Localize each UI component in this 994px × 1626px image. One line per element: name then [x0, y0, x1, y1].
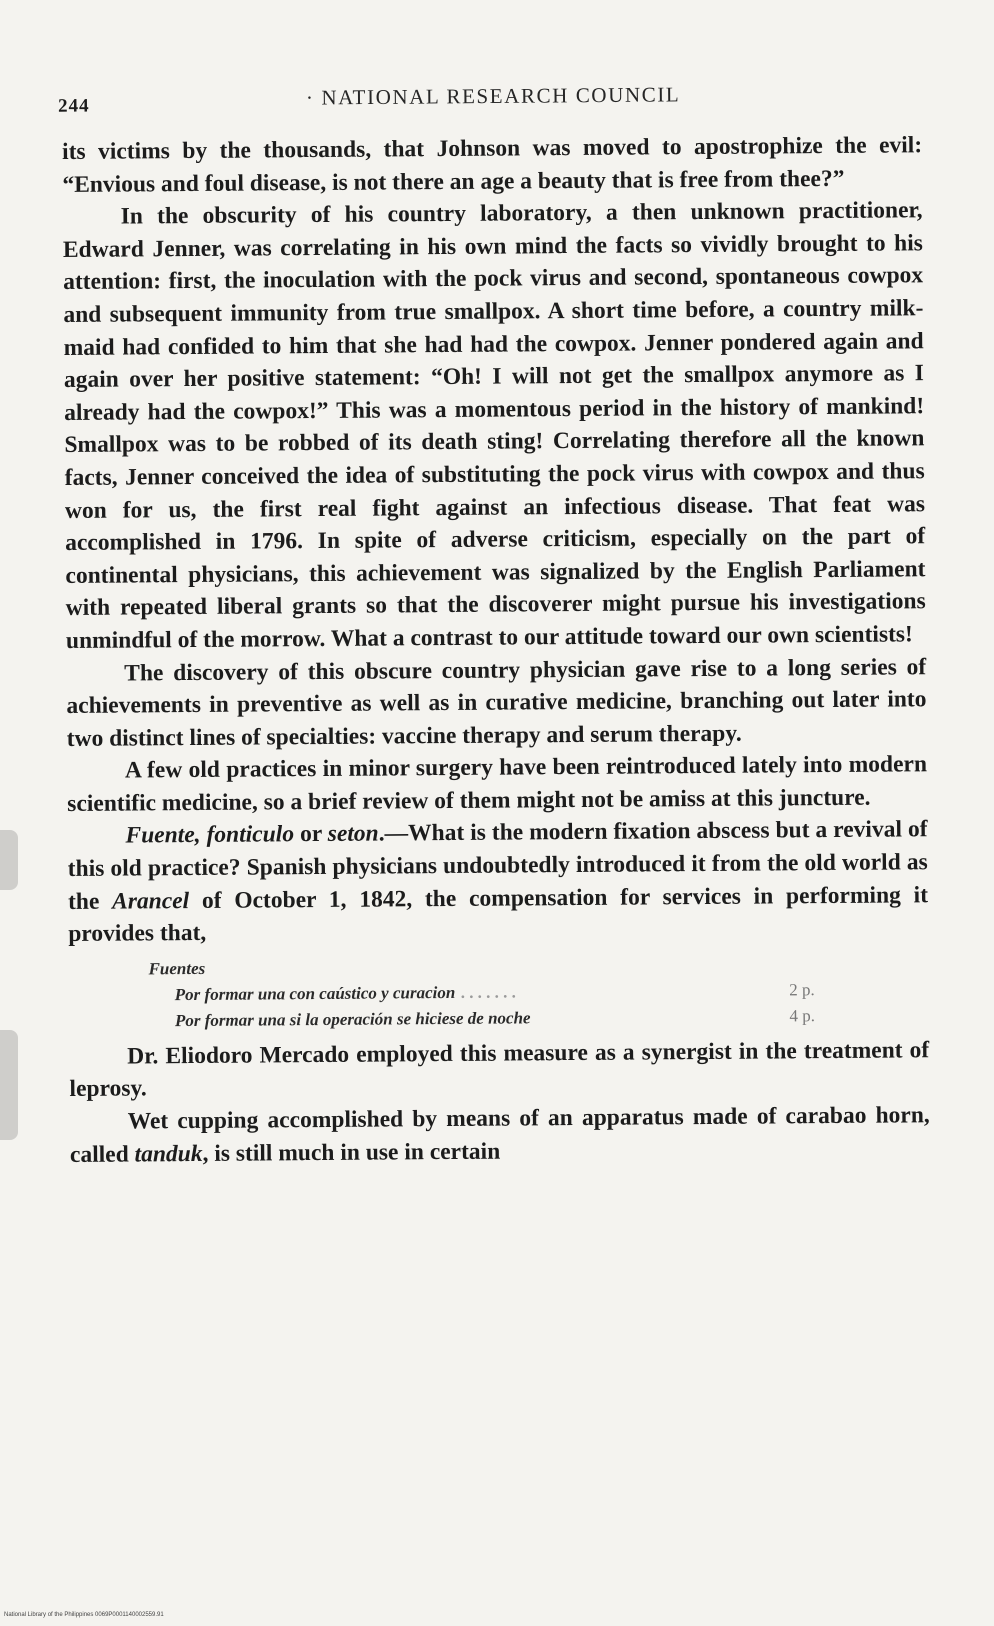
- margin-blemish-upper: [0, 830, 18, 890]
- tariff-leader: [530, 1003, 789, 1031]
- p5-rest-1: .—What is the modern fixation abscess but a revival of this old practice? Spanish physicians undoubtedly introduced it from the old world as the: [67, 816, 928, 915]
- paragraph-7: [70, 1099, 930, 1171]
- page-number: 244: [57, 95, 90, 117]
- scan-footer: National Library of the Philippines 0069P0001140002559.91: [4, 1612, 164, 1618]
- tariff-heading: Fuentes: [148, 958, 206, 979]
- tariff-row: [149, 1003, 815, 1034]
- tariff-price: 2 p.: [789, 979, 815, 1000]
- paragraph-5: [67, 814, 928, 951]
- paragraph-6: Dr. Eliodoro Mercado employed this measure as a synergist in the treatment of leprosy.: [69, 1037, 930, 1103]
- paragraph-2: In the obscurity of his country laboratory, a then unknown practitioner, Edward Jenner, was correlating in his own mind the facts so vividly brought to his attention: first, the inoculation with the pock virus and second, spontaneous cowpox and subsequent immunity from true smallpox. A short time before, a country milk-maid had confided to him that she had had the cowpox. Jenner pondered again and again over her positive statement: “Oh! I will not get the smallpox anymore as I already had the cowpox!” This was a momentous period in the history of mankind! Smallpox was to be robbed of its death sting! Correlating therefore all the known facts, Jenner conceived the idea of substituting the pock virus with cowpox and thus won for us, the first real fight against an infectious disease. That feat was accomplished in 1796. In spite of adverse criticism, especially on the part of continental physicians, this achievement was signalized by the English Parliament with repeated liberal grants so that the discoverer might pursue his investigations unmindful of the morrow. What a contrast to our attitude toward our own scientists!: [62, 197, 926, 654]
- term-arancel: Arancel: [112, 887, 190, 915]
- running-head: · NATIONAL RESEARCH COUNCIL: [305, 82, 681, 110]
- tariff-leader: . . . . . . .: [461, 982, 517, 1002]
- paragraph-4: A few old practices in minor surgery have been reintroduced lately into modern scientific medicine, so a brief review of them might not be amiss at this juncture.: [67, 751, 928, 817]
- p5-or: or: [293, 821, 328, 848]
- p7-end: , is still much in use in certain: [202, 1138, 501, 1167]
- term-tanduk: tanduk: [134, 1140, 203, 1168]
- paragraph-1: its victims by the thousands, that Johnson was moved to apostrophize the evil: “Envious and foul disease, is not there an age a beauty that is free from thee?”: [62, 132, 923, 198]
- page-header: [58, 80, 918, 118]
- margin-blemish-lower: [0, 1030, 18, 1140]
- tariff-desc: Por formar una con caústico y curacion: [174, 982, 456, 1004]
- tariff-desc: Por formar una si la operación se hiciese de noche: [174, 1008, 531, 1030]
- tariff-price: 4 p.: [789, 1005, 816, 1026]
- tariff-table: [148, 950, 929, 1034]
- body-text: [62, 129, 930, 1171]
- paragraph-3: The discovery of this obscure country physician gave rise to a long series of achievements in preventive as well as in curative medicine, branching out later into two distinct lines of specialties: vaccine therapy and serum therapy.: [66, 653, 927, 752]
- p7-start: Wet cupping accomplished by means of an apparatus made of carabao horn, called: [69, 1102, 930, 1168]
- p5-rest-2: of October 1, 1842, the compensation for services in performing it provides that,: [68, 881, 929, 948]
- term-seton: seton: [327, 821, 379, 848]
- term-fuente: Fuente, fonticulo: [125, 821, 295, 849]
